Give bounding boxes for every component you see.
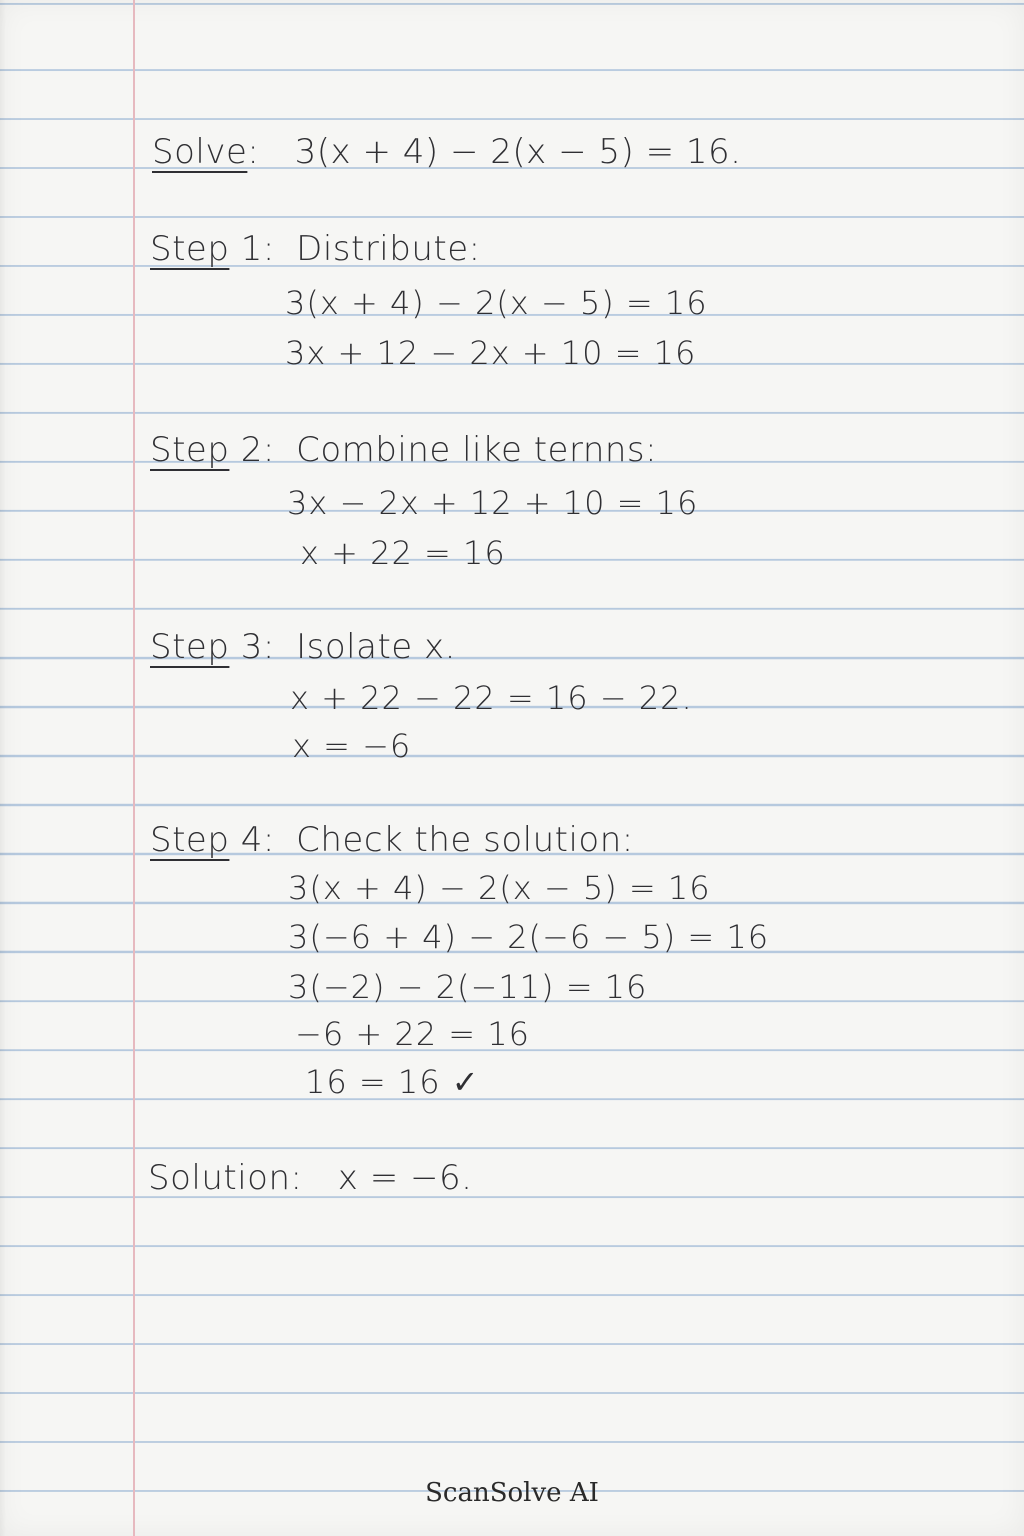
- step-4-line-5: 16 = 16 ✓: [305, 1063, 480, 1101]
- solution-line: [148, 1158, 472, 1198]
- step-4-line-3: 3(−2) − 2(−11) = 16: [288, 968, 648, 1006]
- step-3-line-2: x = −6: [292, 727, 412, 765]
- step-4-line-4: −6 + 22 = 16: [295, 1015, 530, 1053]
- brand-watermark: ScanSolve AI: [425, 1478, 599, 1508]
- step-2-title: Combine like ternns:: [296, 430, 658, 470]
- step-1-heading: [150, 229, 481, 269]
- step-1-label: Step: [150, 229, 230, 269]
- step-3-line-1: x + 22 − 22 = 16 − 22.: [290, 679, 693, 717]
- step-1-title: Distribute:: [296, 229, 481, 269]
- step-4-line-2: 3(−6 + 4) − 2(−6 − 5) = 16: [288, 918, 770, 956]
- step-2-label: Step: [150, 430, 230, 470]
- solution-value: x = −6.: [337, 1158, 473, 1198]
- step-2-number: 2:: [240, 430, 275, 470]
- step-2-heading: [150, 430, 657, 470]
- step-3-label: Step: [150, 627, 230, 667]
- problem-equation: 3(x + 4) − 2(x − 5) = 16.: [294, 132, 742, 172]
- step-4-line-1: 3(x + 4) − 2(x − 5) = 16: [288, 869, 711, 907]
- margin-line: [133, 0, 135, 1536]
- step-4-title: Check the solution:: [296, 820, 634, 860]
- step-1-line-1: 3(x + 4) − 2(x − 5) = 16: [285, 284, 708, 322]
- solution-label: Solution:: [148, 1158, 303, 1198]
- step-3-heading: [150, 627, 456, 667]
- step-1-number: 1:: [240, 229, 275, 269]
- step-4-label: Step: [150, 820, 230, 860]
- step-4-number: 4:: [240, 820, 275, 860]
- step-3-number: 3:: [240, 627, 275, 667]
- step-4-heading: [150, 820, 634, 860]
- problem-statement: [152, 132, 741, 172]
- problem-label: Solve: [152, 132, 248, 172]
- problem-colon: :: [247, 132, 260, 172]
- step-3-title: Isolate x.: [296, 627, 456, 667]
- step-1-line-2: 3x + 12 − 2x + 10 = 16: [285, 334, 697, 372]
- step-2-line-2: x + 22 = 16: [300, 534, 506, 572]
- step-2-line-1: 3x − 2x + 12 + 10 = 16: [287, 484, 699, 522]
